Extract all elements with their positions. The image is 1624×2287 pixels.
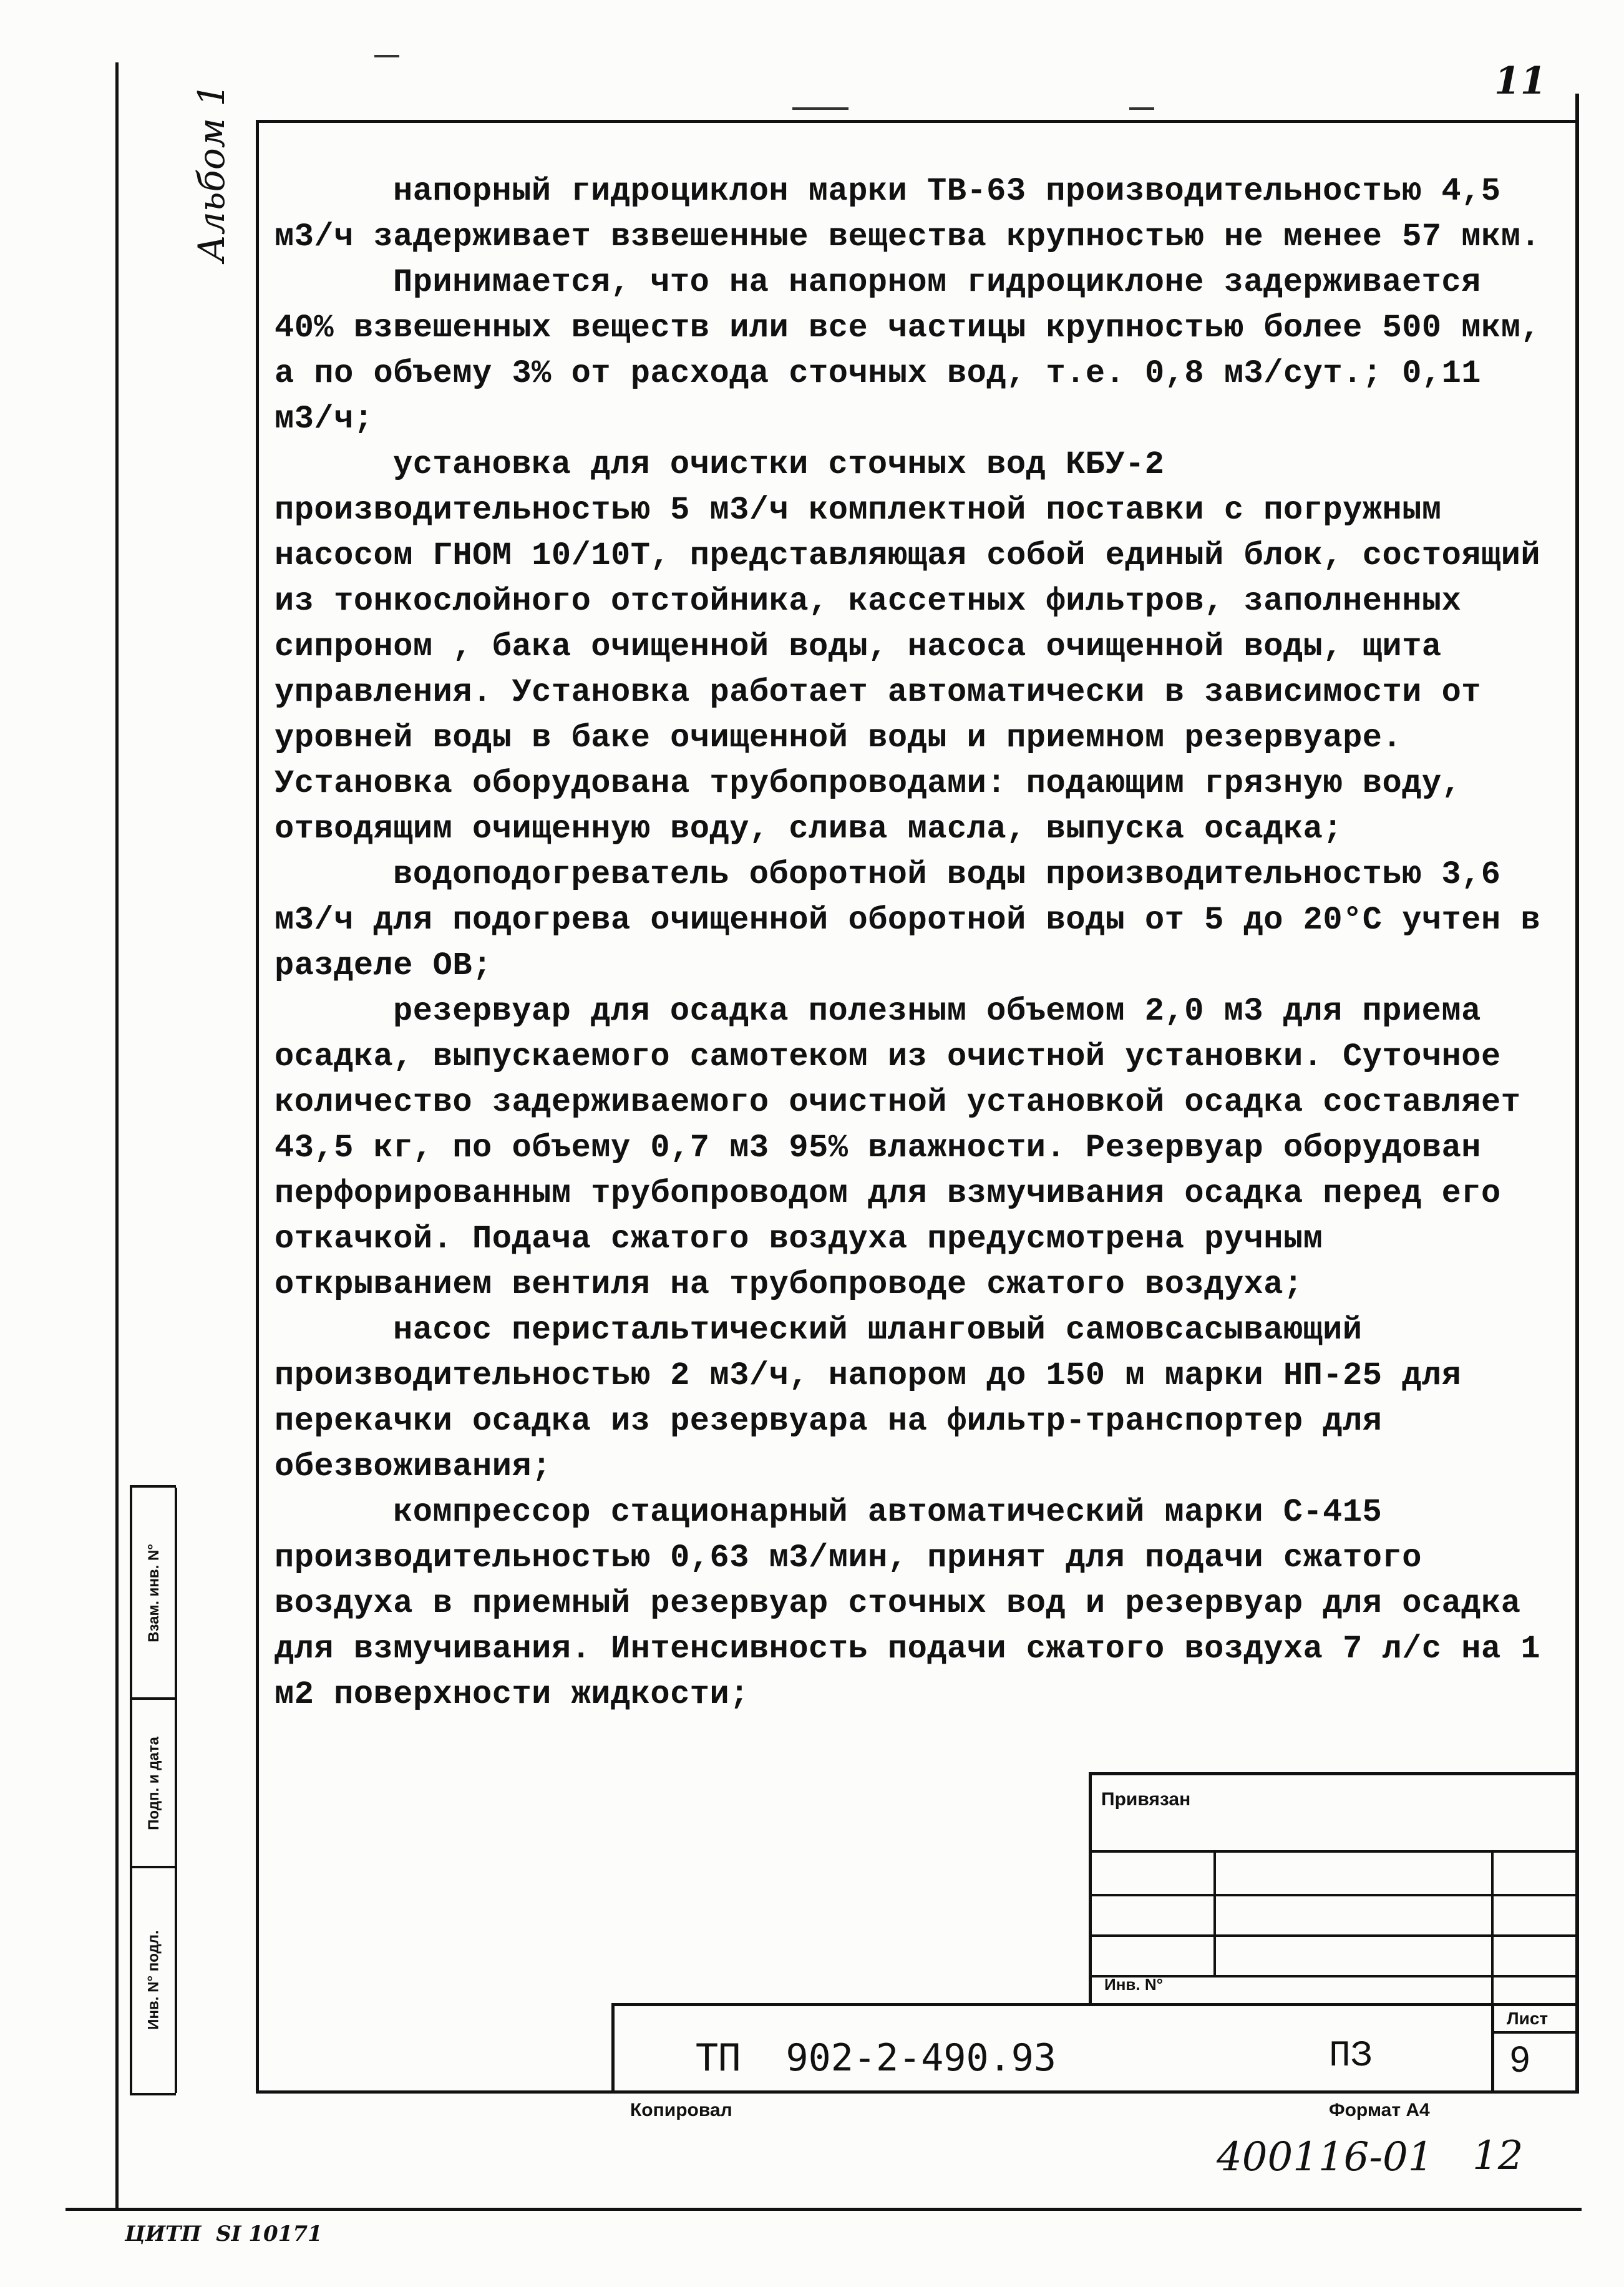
title-block-row	[1092, 1934, 1578, 1937]
body-text	[275, 168, 1560, 1717]
paragraph: напорный гидроциклон марки ТВ-63 производительностью 4,5 м3/ч задерживает взвешенные вещества крупностью не менее 57 мкм.	[275, 173, 1541, 255]
kopiroval-label: Копировал	[630, 2100, 732, 2120]
sheet-row-divider	[1491, 2031, 1578, 2034]
side-stamp-sep	[130, 1866, 176, 1868]
side-label-podp: Подп. и дата	[145, 1736, 163, 1830]
paragraph: установка для очистки сточных вод КБУ-2 производительностью 5 м3/ч комплектной поставки с погружным насосом ГНОМ 10/10Т, представляющая собой единый блок, состоящий из тонкослойного отстойника, кассетных фильтров, заполненных сипроном , бака очищенной воды, насоса очищенной воды, щита управления. Установка работает автоматически в зависимости от уровней воды в баке очищенной воды и приемном резервуаре. Установка оборудована трубопроводами: подающим грязную воду, отводящим очищенную воду, слива масла, выпуска осадка;	[275, 446, 1541, 847]
top-dash-2	[792, 107, 848, 110]
side-label-vzam: Взам. инв. N°	[145, 1543, 162, 1642]
top-dash-3	[1129, 107, 1154, 110]
title-block-row	[1092, 1850, 1578, 1853]
section-code: ПЗ	[1329, 2036, 1373, 2077]
title-block-col	[1213, 1850, 1216, 1975]
paragraph: резервуар для осадка полезным объемом 2,0 м3 для приема осадка, выпускаемого самотеком из очистной установки. Суточное количество задерживаемого очистной установкой осадка составляет 43,5 кг, по объему 0,7 м3 95% влажности. Резервуар оборудован перфорированным трубопроводом для взмучивания осадка перед его откачкой. Подача сжатого воздуха предусмотрена ручным открыванием вентиля на трубопроводе сжатого воздуха;	[275, 993, 1521, 1303]
print-mark: ЦИТП SI 10171	[125, 2221, 323, 2246]
handwritten-number: 12	[1472, 2133, 1524, 2179]
title-block-upper	[1089, 1772, 1578, 2006]
format-label: Формат А4	[1329, 2100, 1430, 2120]
page-number-top: 11	[1494, 59, 1547, 103]
sheet-number: 9	[1510, 2039, 1530, 2080]
paragraph: Принимается, что на напорном гидроциклоне задерживается 40% взвешенных веществ или все частицы крупностью более 500 мкм, а по объему 3% от расхода сточных вод, т.е. 0,8 м3/сут.; 0,11 м3/ч;	[275, 264, 1541, 437]
inner-frame-top	[256, 120, 1578, 123]
side-label-inv: Инв. N° подл.	[145, 1929, 163, 2030]
outer-frame-bottom	[66, 2208, 1582, 2211]
handwritten-code: 400116-01	[1217, 2134, 1434, 2180]
title-block-row	[1092, 1894, 1578, 1896]
side-stamp-sep	[130, 1697, 176, 1700]
privyazan-label: Привязан	[1101, 1789, 1191, 1810]
inv-label: Инв. N°	[1104, 1975, 1163, 1994]
album-label: Альбом 1	[190, 83, 233, 262]
doc-code: ТП 902-2-490.93	[696, 2036, 1056, 2080]
title-block-row	[1092, 1975, 1578, 1977]
sheet-label: Лист	[1507, 2009, 1549, 2028]
sheet-col-divider	[1491, 2006, 1494, 2094]
top-dash-1	[374, 55, 399, 57]
paragraph: водоподогреватель оборотной воды производительностью 3,6 м3/ч для подогрева очищенной оборотной воды от 5 до 20°С учтен в разделе ОВ;	[275, 856, 1541, 984]
title-block-main	[611, 2003, 1578, 2094]
paragraph: компрессор стационарный автоматический марки С-415 производительностью 0,63 м3/мин, принят для подачи сжатого воздуха в приемный резервуар сточных вод и резервуар для осадка для взмучивания. Интенсивность подачи сжатого воздуха 7 л/с на 1 м2 поверхности жидкости;	[275, 1494, 1541, 1713]
inner-frame-left	[256, 120, 259, 2092]
paragraph: насос перистальтический шланговый самовсасывающий производительностью 2 м3/ч, напором до 150 м марки НП-25 для перекачки осадка из резервуара на фильтр-транспортер для обезвоживания;	[275, 1312, 1462, 1485]
outer-frame-left	[115, 62, 119, 2209]
title-block-col	[1491, 1850, 1494, 2006]
